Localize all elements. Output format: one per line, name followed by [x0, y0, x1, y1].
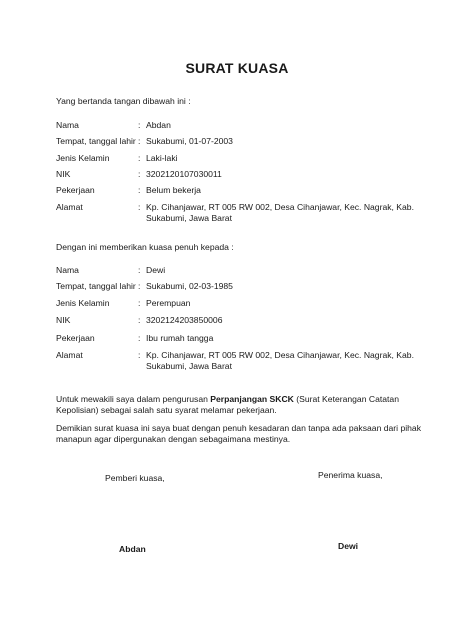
grantor-address-label: Alamat: [56, 202, 83, 212]
document-title: SURAT KUASA: [185, 60, 289, 76]
grantor-birth-label: Tempat, tanggal lahir: [56, 136, 136, 146]
giver-label: Pemberi kuasa,: [105, 473, 165, 483]
grantee-name-label: Nama: [56, 265, 79, 275]
grantor-address-value: Kp. Cihanjawar, RT 005 RW 002, Desa Cihanjawar, Kec. Nagrak, Kab. Sukabumi, Jawa Barat: [146, 202, 414, 223]
purpose-emphasis: Perpanjangan SKCK: [210, 394, 294, 404]
colon: :: [138, 333, 141, 343]
colon: :: [138, 281, 141, 291]
colon: :: [138, 120, 141, 130]
grantor-gender-label: Jenis Kelamin: [56, 153, 110, 163]
grantor-birth-value: Sukabumi, 01-07-2003: [146, 136, 233, 146]
colon: :: [138, 185, 141, 195]
closing-paragraph: Demikian surat kuasa ini saya buat dengan penuh kesadaran dan tanpa ada paksaan dari pihak manapun agar dipergunakan dengan sebagaimana mestinya.: [56, 423, 422, 444]
grantee-birth-value: Sukabumi, 02-03-1985: [146, 281, 233, 291]
grantee-birth-label: Tempat, tanggal lahir: [56, 281, 136, 291]
grantee-job-value: Ibu rumah tangga: [146, 333, 214, 343]
grantee-address-value: Kp. Cihanjawar, RT 005 RW 002, Desa Cihanjawar, Kec. Nagrak, Kab. Sukabumi, Jawa Barat: [146, 350, 414, 371]
colon: :: [138, 169, 141, 179]
colon: :: [138, 350, 141, 360]
grantee-name-value: Dewi: [146, 265, 166, 275]
grantor-gender-value: Laki-laki: [146, 153, 178, 163]
grantee-address-label: Alamat: [56, 350, 83, 360]
grantor-job-value: Belum bekerja: [146, 185, 201, 195]
colon: :: [138, 202, 141, 212]
purpose-text-continued: (Surat Keterangan Catatan Kepolisian) sebagai salah satu syarat melamar pekerjaan.: [56, 394, 399, 415]
grantor-nik-value: 3202120107030011: [146, 169, 222, 179]
transfer-statement: Dengan ini memberikan kuasa penuh kepada :: [56, 242, 234, 252]
grantee-gender-label: Jenis Kelamin: [56, 298, 110, 308]
grantor-nik-label: NIK: [56, 169, 71, 179]
purpose-paragraph: [56, 394, 428, 416]
grantor-name-value: Abdan: [146, 120, 171, 130]
colon: :: [138, 298, 141, 308]
receiver-label: Penerima kuasa,: [318, 470, 383, 480]
grantee-nik-value: 3202124203850006: [146, 315, 223, 325]
grantee-job-label: Pekerjaan: [56, 333, 95, 343]
grantor-name-label: Nama: [56, 120, 79, 130]
colon: :: [138, 315, 141, 325]
grantor-job-label: Pekerjaan: [56, 185, 95, 195]
grantee-nik-label: NIK: [56, 315, 71, 325]
intro-text: Yang bertanda tangan dibawah ini :: [56, 96, 191, 106]
colon: :: [138, 265, 141, 275]
giver-name: Abdan: [119, 544, 146, 554]
receiver-name: Dewi: [338, 541, 359, 551]
colon: :: [138, 136, 141, 146]
purpose-text: Untuk mewakili saya dalam pengurusan: [56, 394, 211, 404]
colon: :: [138, 153, 141, 163]
grantee-gender-value: Perempuan: [146, 298, 191, 308]
